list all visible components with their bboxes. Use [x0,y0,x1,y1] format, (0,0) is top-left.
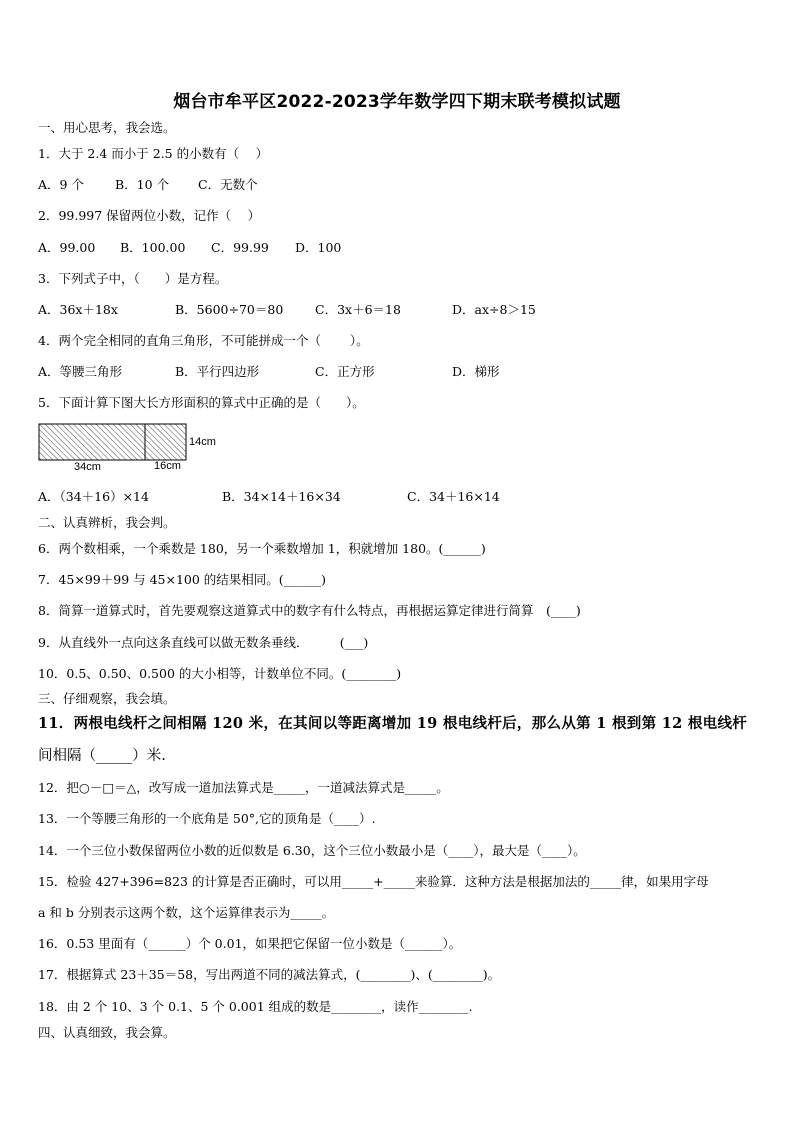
section-heading-3: 三、仔细观察，我会填。 [38,691,176,706]
q3-option-b: B．5600÷70＝80 [175,302,284,317]
section-heading-2: 二、认真辨析，我会判。 [38,515,176,530]
question-5: 5．下面计算下图大长方形面积的算式中正确的是（ ）。 [38,395,365,410]
question-13: 13．一个等腰三角形的一个底角是 50°,它的顶角是（____）. [38,811,376,826]
q1-option-c: C．无数个 [198,177,258,192]
section-heading-1: 一、用心思考，我会选。 [38,120,176,135]
q4-option-d: D．梯形 [452,364,500,379]
question-2: 2．99.997 保留两位小数，记作（ ） [38,208,261,223]
question-1: 1．大于 2.4 而小于 2.5 的小数有（ ） [38,146,269,161]
q1-option-a: A．9 个 [38,177,84,192]
q5-option-b: B．34×14＋16×34 [222,489,341,504]
label-right-width: 16cm [154,460,181,472]
question-8: 8．简算一道算式时，首先要观察这道算式中的数字有什么特点，再根据运算定律进行简算 (____) [38,603,581,618]
question-15-line-2: a 和 b 分别表示这两个数，这个运算律表示为_____。 [38,905,335,920]
question-16: 16．0.53 里面有（______）个 0.01，如果把它保留一位小数是（______）。 [38,936,462,951]
q2-option-b: B．100.00 [120,240,186,255]
q4-option-c: C．正方形 [315,364,375,379]
label-height: 14cm [189,436,216,448]
q3-option-c: C．3x＋6＝18 [315,302,401,317]
question-10: 10．0.5、0.50、0.500 的大小相等，计数单位不同。(________) [38,666,402,681]
q2-option-d: D．100 [295,240,342,255]
q4-option-b: B．平行四边形 [175,364,260,379]
question-15-line-1: 15．检验 427+396=823 的计算是否正确时，可以用_____+_____来验算．这种方法是根据加法的_____律，如果用字母 [38,874,709,889]
q5-option-c: C．34＋16×14 [407,489,500,504]
question-12: 12．把○－□＝△，改写成一道加法算式是_____，一道减法算式是_____。 [38,780,449,795]
page-title: 烟台市牟平区2022-2023学年数学四下期末联考模拟试题 [173,92,621,112]
question-7: 7．45×99＋99 与 45×100 的结果相同。(______) [38,572,327,587]
q1-option-b: B．10 个 [115,177,170,192]
question-14: 14．一个三位小数保留两位小数的近似数是 6.30，这个三位小数最小是（____），最大是（____）。 [38,843,586,858]
question-3: 3．下列式子中，（ ）是方程。 [38,271,228,286]
q4-option-a: A．等腰三角形 [38,364,123,379]
section-heading-4: 四、认真细致，我会算。 [38,1025,176,1040]
question-17: 17．根据算式 23＋35＝58，写出两道不同的减法算式，(________)、(________)。 [38,967,501,982]
question-9: 9．从直线外一点向这条直线可以做无数条垂线． (___) [38,635,369,650]
q5-option-a: A．（34＋16）×14 [38,489,149,504]
question-6: 6．两个数相乘，一个乘数是 180，另一个乘数增加 1，积就增加 180。(______) [38,541,486,556]
question-18: 18．由 2 个 10、3 个 0.1、5 个 0.001 组成的数是________，读作________. [38,999,473,1014]
rectangle-diagram [38,421,238,477]
label-left-width: 34cm [74,461,101,473]
q3-option-a: A．36x＋18x [38,302,118,317]
question-11-line-2: 间相隔（_____）米. [38,748,166,764]
question-4: 4．两个完全相同的直角三角形，不可能拼成一个（ ）。 [38,333,369,348]
q2-option-a: A．99.00 [38,240,96,255]
q3-option-d: D．ax÷8＞15 [452,302,536,317]
q2-option-c: C．99.99 [211,240,269,255]
question-11-line-1: 11．两根电线杆之间相隔 120 米，在其间以等距离增加 19 根电线杆后，那么从第 1 根到第 12 根电线杆 [38,715,748,732]
hatched-rectangle [38,423,188,465]
